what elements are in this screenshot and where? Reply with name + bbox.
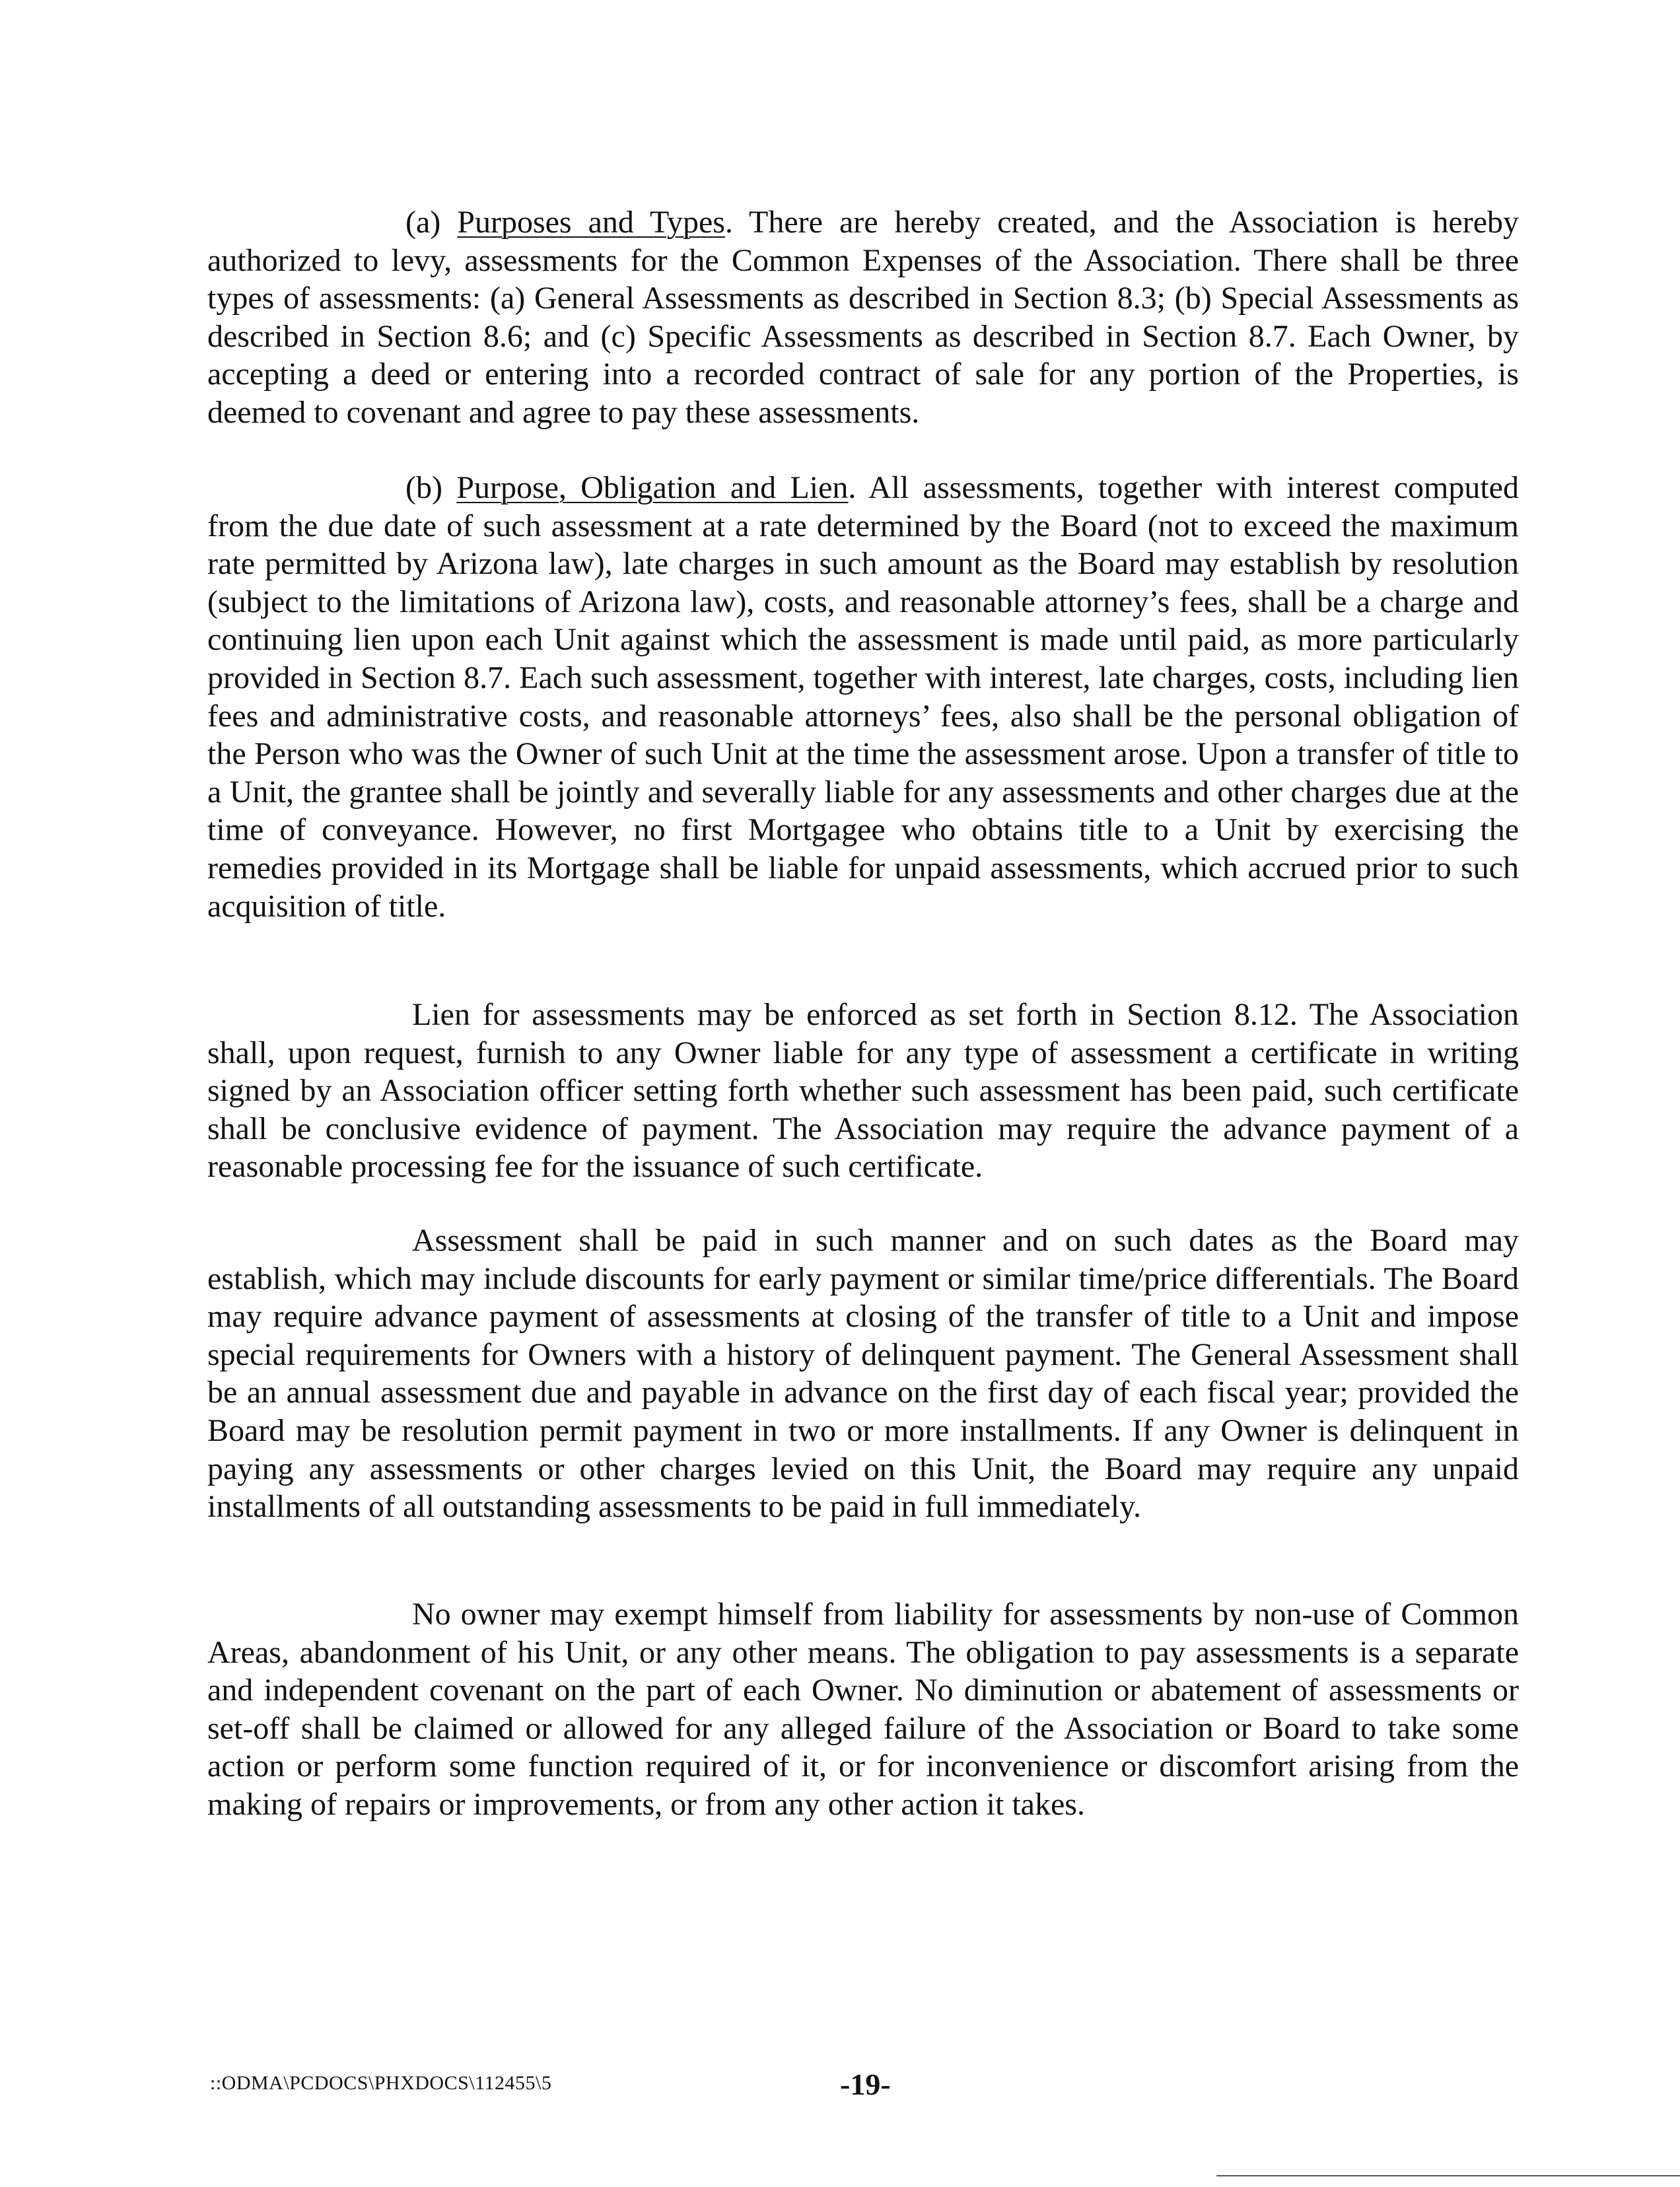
paragraph-purpose-obligation-lien — [207, 469, 1519, 925]
paragraph-b-heading: Purpose, Obligation and Lien — [456, 470, 849, 505]
paragraph-b-text: . All assessments, together with interest computed from the due date of such assessment at a rate determined by the Board (not to exceed the maximum rate permitted by Arizona law), late charges in such amount as the Board may establish by resolution (subject to the limitations of Arizona law), costs, and reasonable attorney’s fees, shall be a charge and continuing lien upon each Unit against which the assessment is made until paid, as more particularly provided in Section 8.7. Each such assessment, together with interest, late charges, costs, including lien fees and administrative costs, and reasonable attorneys’ fees, also shall be the personal obligation of the Person who was the Owner of such Unit at the time the assessment arose. Upon a transfer of title to a Unit, the grantee shall be jointly and severally liable for any assessments and other charges due at the time of conveyance. However, no first Mortgagee who obtains title to a Unit by exercising the remedies provided in its Mortgage shall be liable for unpaid assessments, which accrued prior to such acquisition of title. — [207, 470, 1519, 924]
paragraph-purposes-and-types — [207, 203, 1519, 432]
paragraph-lien-text: Lien for assessments may be enforced as set forth in Section 8.12. The Association shall, upon request, furnish to any Owner liable for any type of assessment a certificate in writing signed by an Association officer setting forth whether such assessment has been paid, such certificate shall be conclusive evidence of payment. The Association may require the advance payment of a reasonable processing fee for the issuance of such certificate. — [207, 997, 1519, 1185]
paragraph-a-label: (a) — [405, 205, 441, 240]
paragraph-exempt-text: No owner may exempt himself from liability for assessments by non-use of Common Areas, abandonment of his Unit, or any other means. The obligation to pay assessments is a separate and independent covenant on the part of each Owner. No diminution or abatement of assessments or set-off shall be claimed or allowed for any alleged failure of the Association or Board to take some action or perform some function required of it, or for inconvenience or discomfort arising from the making of repairs or improvements, or from any other action it takes. — [207, 1597, 1519, 1822]
footer-page-number: -19- — [840, 2067, 891, 2101]
paragraph-b-label: (b) — [405, 470, 442, 505]
paragraph-a-text: . There are hereby created, and the Association is hereby authorized to levy, assessments for the Common Expenses of the Association. There shall be three types of assessments: (a) General Assessments as described in Section 8.3; (b) Special Assessments as described in Section 8.6; and (c) Specific Assessments as described in Section 8.7. Each Owner, by accepting a deed or entering into a recorded contract of sale for any portion of the Properties, is deemed to covenant and agree to pay these assessments. — [207, 205, 1520, 430]
paragraph-lien-enforcement — [207, 996, 1519, 1186]
footer-document-id: ::ODMA\PCDOCS\PHXDOCS\112455\5 — [210, 2072, 552, 2094]
paragraph-no-exemption — [207, 1595, 1519, 1824]
paragraph-payment-text: Assessment shall be paid in such manner and on such dates as the Board may establish, which may include discounts for early payment or similar time/price differentials. The Board may require advance payment of assessments at closing of the transfer of title to a Unit and impose special requirements for Owners with a history of delinquent payment. The General Assessment shall be an annual assessment due and payable in advance on the first day of each fiscal year; provided the Board may be resolution permit payment in two or more installments. If any Owner is delinquent in paying any assessments or other charges levied on this Unit, the Board may require any unpaid installments of all outstanding assessments to be paid in full immediately. — [207, 1223, 1519, 1525]
paragraph-a-heading: Purposes and Types — [457, 205, 725, 240]
paragraph-assessment-payment — [207, 1222, 1519, 1526]
footer-divider-line — [1216, 2175, 1680, 2176]
